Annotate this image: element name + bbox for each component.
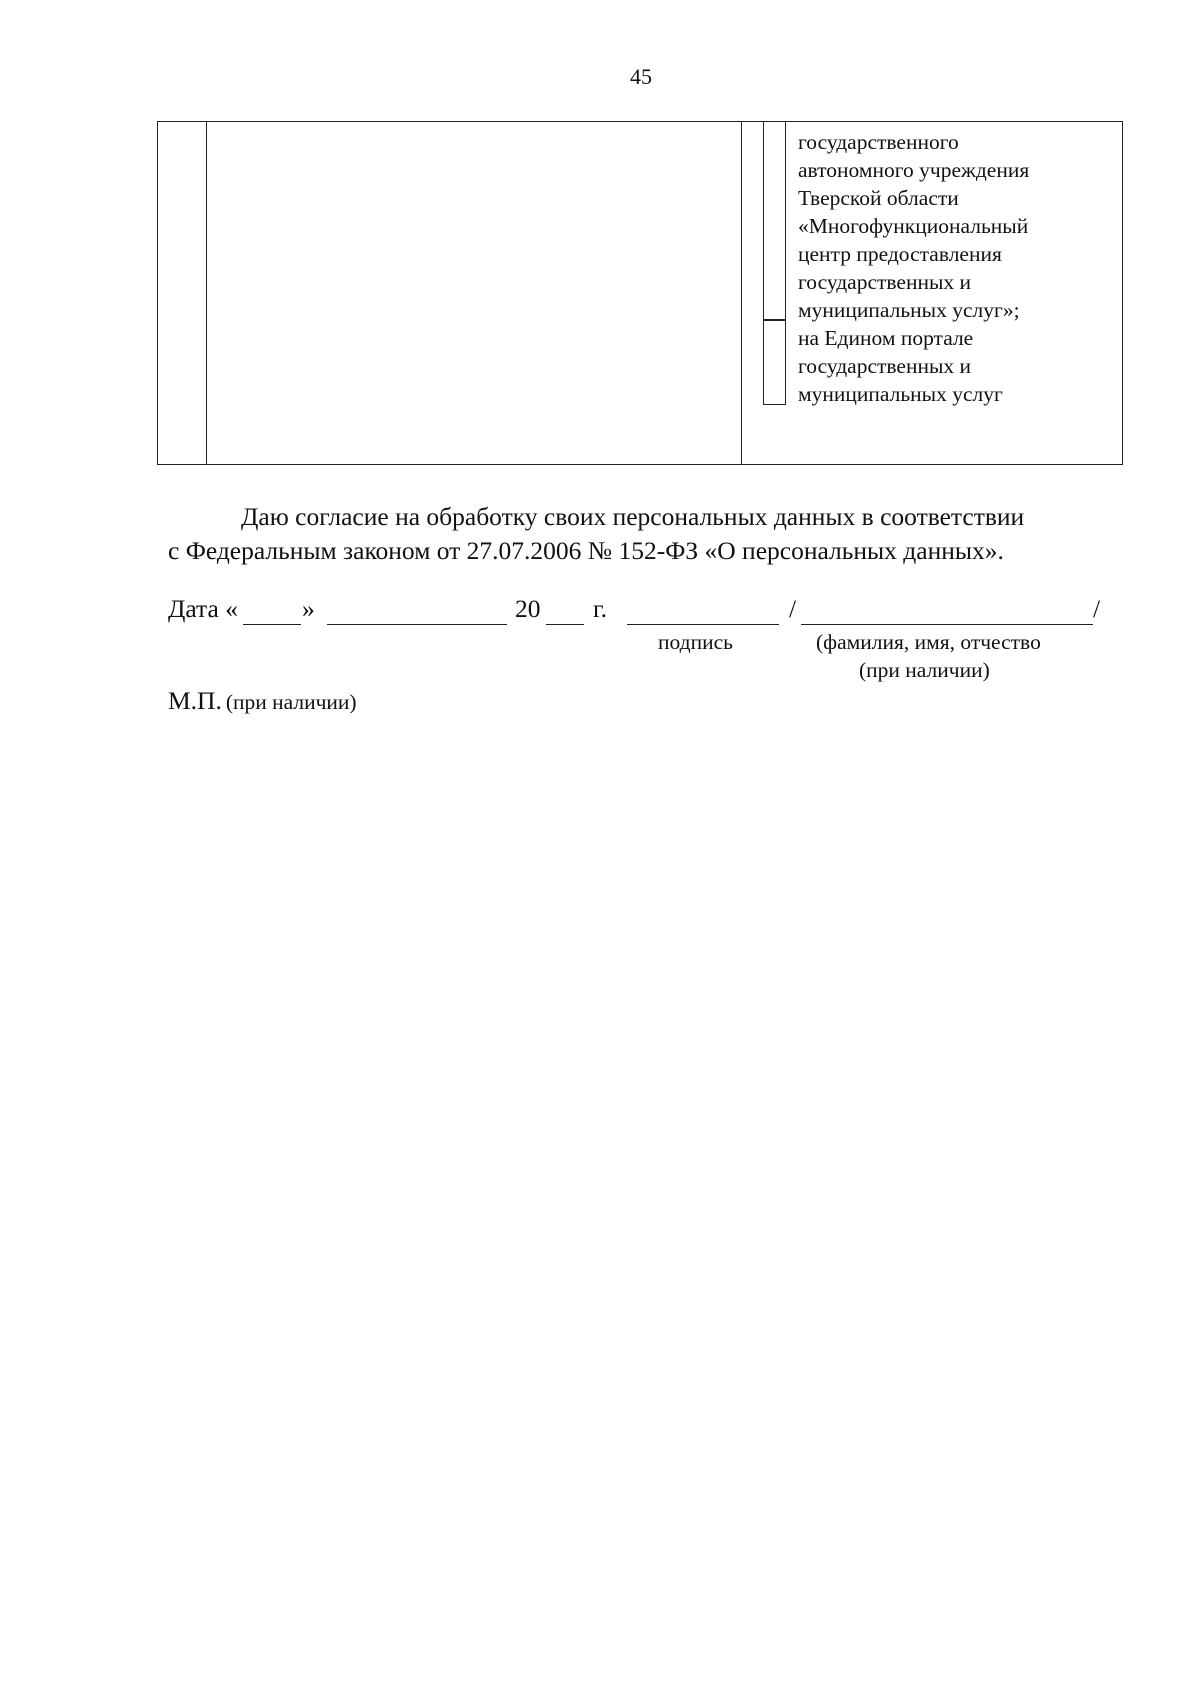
checkbox[interactable] [763,121,786,320]
cell-line: государственных и [798,270,972,294]
day-field[interactable] [243,624,301,625]
table-column-divider [741,122,742,464]
stamp-note: (при наличии) [225,690,357,714]
cell-line: муниципальных услуг [798,382,1003,406]
signature-field[interactable] [627,624,779,625]
cell-line: государственного [798,130,959,154]
table-column-divider [206,122,207,464]
year-field[interactable] [546,624,584,625]
signature-caption: подпись [658,630,733,654]
year-prefix: 20 [515,594,541,623]
stamp-placeholder [168,686,357,716]
cell-line: государственных и [798,354,972,378]
consent-line: Даю согласие на обработку своих персональных данных в соответствии [241,502,1025,531]
cell-line: Тверской области [798,186,959,210]
name-caption: (фамилия, имя, отчество [816,630,1041,654]
page-number: 45 [630,64,652,89]
cell-line: центр предоставления [798,242,1002,266]
checkbox[interactable] [763,320,786,405]
consent-paragraph [168,500,1128,568]
cell-line: автономного учреждения [798,158,1030,182]
slash: / [789,594,797,623]
name-caption-note: (при наличии) [859,658,990,682]
slash: / [1093,594,1101,623]
date-close-quote: » [302,594,315,623]
full-name-field[interactable] [801,624,1093,625]
form-table [157,121,1123,465]
service-location-text [798,128,1118,408]
date-label: Дата « [168,594,238,623]
cell-line: муниципальных услуг»; [798,298,1020,322]
month-field[interactable] [327,624,507,625]
cell-line: «Многофункциональный [798,214,1029,238]
stamp-label: М.П. [168,686,222,715]
consent-line: с Федеральным законом от 27.07.2006 № 152-ФЗ «О персональных данных». [168,536,1004,565]
year-suffix: г. [593,594,607,623]
cell-line: на Едином портале [798,326,974,350]
